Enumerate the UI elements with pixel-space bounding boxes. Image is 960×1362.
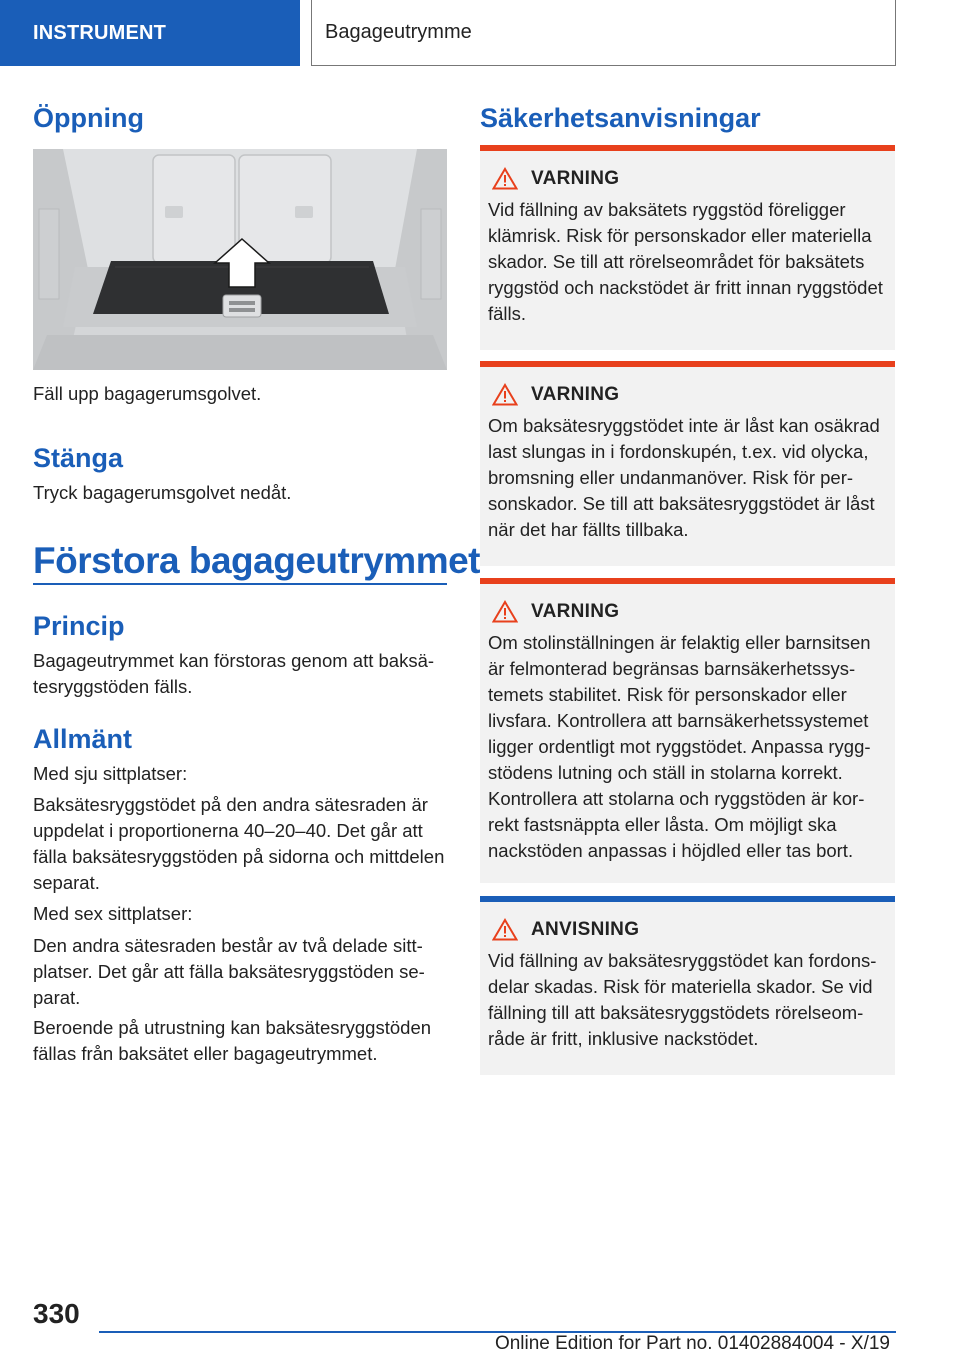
principle-heading: Princip	[33, 611, 125, 641]
opening-heading: Öppning	[33, 103, 144, 133]
notice-title	[488, 918, 887, 941]
warning-bar	[480, 145, 895, 151]
notice-triangle-icon	[492, 918, 518, 941]
warning-text: Om stolinställningen är felaktig eller barnsitsen är felmonterad begränsas barnsäkerhetssystemets stabilitet. Risk för personskador eller livsfara. Kontrollera att barnsäkerhetssystemet ligger ordentligt mot ryggstödet. Anpassa ryggstödens lutning och ställ in stolarna korrekt. Kontrollera att stolarna och ryggstöden är korrekt fastsnäppta eller låsta. Om möjligt ska nackstöden anpassas i höjdled eller tas bort.	[488, 632, 871, 861]
warning-label: VARNING	[531, 167, 620, 189]
warning-title	[488, 383, 887, 406]
notice-box	[480, 896, 895, 1075]
warning-title	[488, 600, 887, 623]
warning-bar	[480, 361, 895, 367]
notice-bar	[480, 896, 895, 902]
warning-triangle-icon	[492, 167, 518, 190]
general-paragraph-4: Den andra sätesraden består av två delade sittplatser. Det går att fälla baksätesryggstöden separat.	[33, 935, 425, 1008]
warning-box-2	[480, 361, 895, 566]
warning-box-1	[480, 145, 895, 350]
section-tab: INSTRUMENT	[0, 0, 300, 66]
main-heading: Förstora bagageutrymmet	[33, 540, 480, 581]
page-number: 330	[33, 1298, 80, 1329]
warning-text: Vid fällning av baksätets ryggstöd föreligger klämrisk. Risk för personskador eller materiella skador. Se till att rörelseområdet för baksätets ryggstöd och nackstödet är fritt innan ryggstödet fälls.	[488, 199, 883, 324]
chapter-title: Bagageutrymme	[311, 0, 896, 66]
warning-label: VARNING	[531, 383, 620, 405]
warning-triangle-icon	[492, 600, 518, 623]
image-caption: Fäll upp bagagerumsgolvet.	[33, 383, 262, 404]
general-paragraph-2: Baksätesryggstödet på den andra sätesraden är uppdelat i proportionerna 40–20–40. Det går att fälla baksätesryggstöden på sidorna och mittdelen separat.	[33, 794, 445, 893]
warning-title	[488, 167, 887, 190]
warning-triangle-icon	[492, 383, 518, 406]
warning-box-3	[480, 578, 895, 883]
warning-bar	[480, 578, 895, 584]
warning-label: VARNING	[531, 600, 620, 622]
general-paragraph-3: Med sex sittplatser:	[33, 903, 193, 924]
principle-text: Bagageutrymmet kan förstoras genom att baksätesryggstöden fälls.	[33, 650, 435, 697]
notice-label: ANVISNING	[531, 918, 640, 940]
general-heading: Allmänt	[33, 724, 133, 754]
general-paragraph-5: Beroende på utrustning kan baksätesryggstöden fällas från baksätet eller bagageutrymmet.	[33, 1017, 432, 1064]
general-paragraph-1: Med sju sittplatser:	[33, 763, 188, 784]
heading-rule	[33, 583, 447, 585]
notice-text: Vid fällning av baksätesryggstödet kan fordonsdelar skadas. Risk för materiella skador. Se vid fällning till att baksätesryggstödets rörelseområde är fritt, inklusive nackstödet.	[488, 950, 877, 1049]
closing-heading: Stänga	[33, 443, 124, 473]
edition-footer: Online Edition for Part no. 01402884004 - X/19	[494, 1333, 890, 1354]
warning-text: Om baksätesryggstödet inte är låst kan osäkrad last slungas in i fordonskupén, t.ex. vid olycka, bromsning eller undanmanöver. Risk för personskador. Se till att baksätesryggstödet är låst när det har fällts tillbaka.	[488, 415, 880, 540]
closing-text: Tryck bagagerumsgolvet nedåt.	[33, 482, 292, 503]
trunk-floor-illustration	[33, 149, 447, 370]
safety-heading: Säkerhetsanvisningar	[480, 103, 761, 133]
